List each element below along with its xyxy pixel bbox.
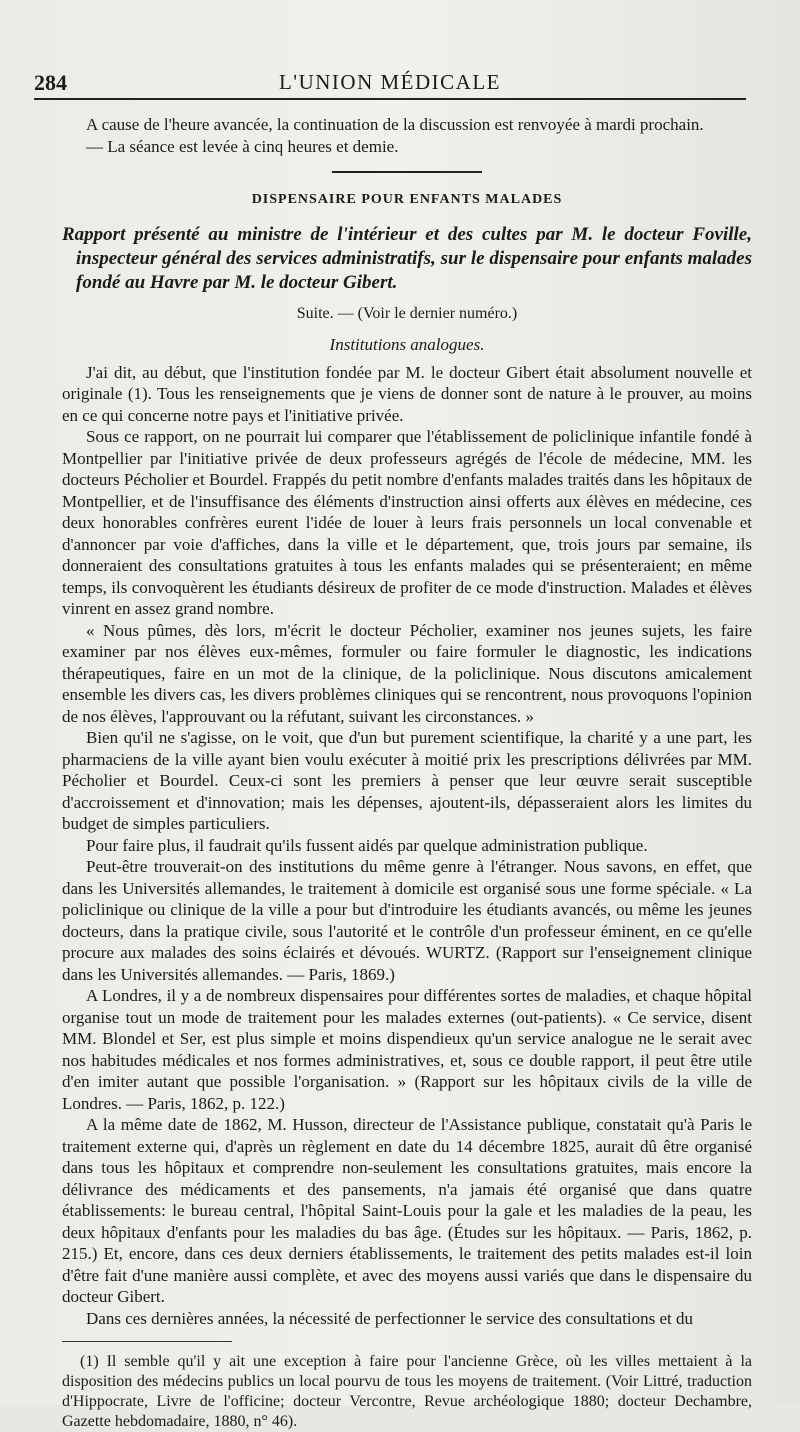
article-body <box>62 114 752 1432</box>
subsection-title: Institutions analogues. <box>329 335 485 354</box>
body-paragraph: A la même date de 1862, M. Husson, directeur de l'Assistance publique, constatait qu'à Paris le traitement externe qui, d'après un règlement en date du 14 décembre 1825, aurait dû être organisé dans tous les hôpitaux et comprendre non-seulement les consultations gratuites, mais encore la délivrance des médicaments et des pansements, n'a jamais été organisé que dans quatre établissements: le bureau central, l'hôpital Saint-Louis pour la gale et les maladies de la peau, les deux hôpitaux d'enfants pour les maladies du bas âge. (Études sur les hôpitaux. — Paris, 1862, p. 215.) Et, encore, dans ces deux derniers établissements, le traitement des petits malades est-il loin d'être fait d'une manière aussi complète, et avec des moyens aussi variés que dans le dispensaire du docteur Gibert. <box>62 1115 752 1306</box>
intro-paragraph: — La séance est levée à cinq heures et demie. <box>86 136 399 156</box>
body-paragraph: J'ai dit, au début, que l'institution fondée par M. le docteur Gibert était absolument nouvelle et originale (1). Tous les renseignements que je viens de donner sont de nature à le prouver, au moins en ce qui concerne notre pays et l'initiative privée. <box>62 362 752 425</box>
report-title: Rapport présenté au ministre de l'intérieur et des cultes par M. le docteur Foville, inspecteur général des services administratifs, sur le dispensaire pour enfants malades fondé au Havre par M. le docteur Gibert. <box>62 223 752 293</box>
body-paragraph: Dans ces dernières années, la nécessité de perfectionner le service des consultations et du <box>86 1308 694 1328</box>
body-paragraph: « Nous pûmes, dès lors, m'écrit le docteur Pécholier, examiner nos jeunes sujets, les faire examiner par nos élèves eux-mêmes, formuler ou faire formuler le diagnostic, les indications thérapeutiques, faire en un mot de la clinique, de la policlinique. Nous discutons amicalement ensemble les divers cas, les divers problèmes cliniques qui se rencontrent, nous provoquons l'opinion de nos élèves, l'approuvant ou la réfutant, suivant les circonstances. » <box>62 620 752 726</box>
body-paragraph: Bien qu'il ne s'agisse, on le voit, que d'un but purement scientifique, la charité y a une part, les pharmaciens de la ville ayant bien voulu exécuter à moitié prix les prescriptions délivrées par MM. Pécholier et Bourdel. Ceux-ci sont les premiers à penser que leur œuvre serait susceptible d'accroissement et d'innovation; mais les dépenses, ajoutent-ils, dépasseraient alors les limites du budget de simples particuliers. <box>62 728 752 833</box>
continuation-note: Suite. — (Voir le dernier numéro.) <box>296 304 518 322</box>
section-divider <box>332 171 482 173</box>
intro-paragraph: A cause de l'heure avancée, la continuation de la discussion est renvoyée à mardi prochain. <box>86 115 704 134</box>
body-paragraph: Peut-être trouverait-on des institutions du même genre à l'étranger. Nous savons, en effet, que dans les Universités allemandes, le traitement à domicile est organisé sous une forme spéciale. « La policlinique ou clinique de la ville a pour but d'introduire les étudiants avancés, ou même les jeunes docteurs, dans la pratique civile, sous l'autorité et le contrôle d'un professeur éminent, en ce qu'elle procure aux malades des soins éclairés et dévoués. WURTZ. (Rapport sur l'enseignement clinique dans les Universités allemandes. — Paris, 1869.) <box>62 857 752 984</box>
section-title: DISPENSAIRE POUR ENFANTS MALADES <box>251 192 563 207</box>
footnote-divider <box>62 1341 232 1342</box>
body-paragraph: Sous ce rapport, on ne pourrait lui comparer que l'établissement de policlinique infantile fondé à Montpellier par l'initiative privée de deux professeurs agrégés de l'école de médecine, MM. les docteurs Pécholier et Bourdel. Frappés du petit nombre d'enfants malades traités dans les hôpitaux de Montpellier, et de l'insuffisance des éléments d'instruction ainsi offerts aux élèves en médecine, ces deux honorables confrères eurent l'idée de louer à leurs frais personnels un local convenable et d'annoncer par voie d'affiches, dans la ville et le département, que, trois jours par semaine, ils donneraient des consultations gratuites à tous les enfants malades qui se présenteraient; en même temps, ils convoquèrent les étudiants désireux de profiter de ce mode d'instruction. Malades et élèves vinrent en assez grand nombre. <box>62 427 752 618</box>
body-paragraph: Pour faire plus, il faudrait qu'ils fussent aidés par quelque administration publique. <box>86 835 648 855</box>
page-number: 284 <box>34 70 67 95</box>
footnote <box>62 1352 752 1432</box>
page-header <box>34 62 746 100</box>
body-paragraph: A Londres, il y a de nombreux dispensaires pour différentes sortes de maladies, et chaque hôpital organise tout un mode de traitement pour les malades externes (out-patients). « Ce service, disent MM. Blondel et Ser, est plus simple et moins dispendieux qu'un service analogue ne le serait avec nos habitudes médicales et nos formes administratives, et, sous ce double rapport, il peut être utile d'en imiter autant que possible l'organisation. » (Rapport sur les hôpitaux civils de la ville de Londres. — Paris, 1862, p. 122.) <box>62 986 752 1113</box>
footnote-text: (1) Il semble qu'il y ait une exception à faire pour l'ancienne Grèce, où les villes mettaient à la disposition des médecins publics un local pourvu de tous les moyens de traitement. (Voir Littré, traduction d'Hippocrate, Livre de l'officine; docteur Vercontre, Revue archéologique 1880; docteur Dechambre, Gazette hebdomadaire, 1880, n° 46). <box>62 1353 752 1430</box>
running-title: L'UNION MÉDICALE <box>278 70 501 94</box>
